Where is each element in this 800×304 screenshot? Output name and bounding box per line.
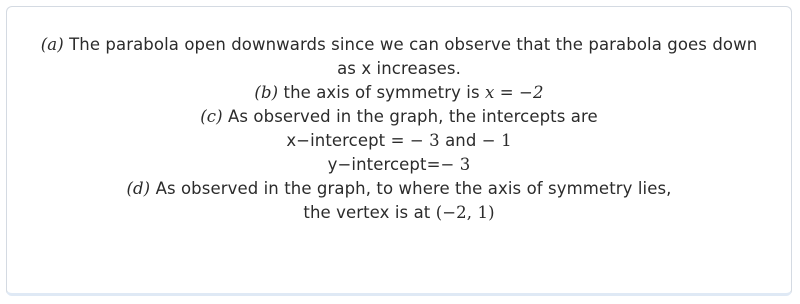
answer-card <box>6 6 792 296</box>
x-intercept-value-1: − 3 <box>409 131 440 150</box>
axis-of-symmetry-equation: x = −2 <box>485 83 544 102</box>
part-c-label: (c) <box>200 107 223 126</box>
part-b-label: (b) <box>254 83 279 102</box>
part-a-continuation: as x increases. <box>337 59 461 78</box>
part-d-label: (d) <box>126 179 151 198</box>
part-a-line-2 <box>7 57 791 81</box>
part-d-line-1 <box>7 177 791 201</box>
part-b-line <box>7 81 791 105</box>
part-b-text: the axis of symmetry is <box>278 83 486 102</box>
y-intercept-line <box>7 153 791 177</box>
y-intercept-text: y−intercept= <box>327 155 441 174</box>
part-c-text: As observed in the graph, the intercepts are <box>222 107 598 126</box>
x-intercept-and: and <box>439 131 482 150</box>
x-intercept-line <box>7 129 791 153</box>
y-intercept-value: − 3 <box>440 155 471 174</box>
vertex-text: the vertex is at <box>303 203 436 222</box>
part-a-label: (a) <box>40 35 64 54</box>
x-intercept-text: x−intercept = <box>286 131 410 150</box>
part-a-line-1 <box>7 33 791 57</box>
part-d-text: As observed in the graph, to where the axis of symmetry lies, <box>150 179 672 198</box>
x-intercept-value-2: − 1 <box>481 131 512 150</box>
answer-text <box>7 33 791 225</box>
part-a-text: The parabola open downwards since we can observe that the parabola goes down <box>63 35 758 54</box>
vertex-value: (−2, 1) <box>435 203 495 222</box>
part-d-line-2 <box>7 201 791 225</box>
part-c-line <box>7 105 791 129</box>
